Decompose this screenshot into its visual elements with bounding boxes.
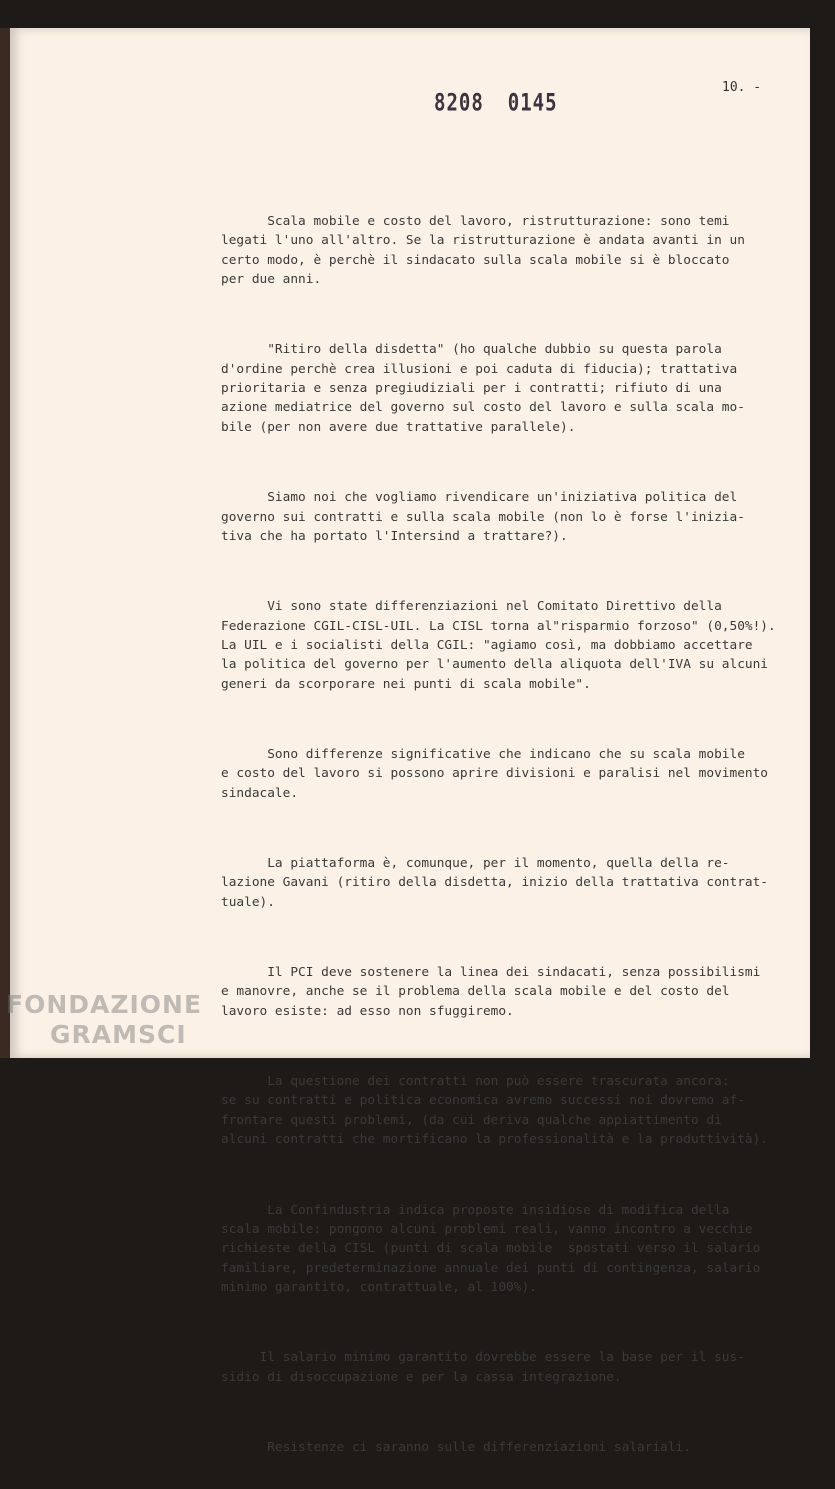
document-body [221, 173, 781, 1489]
paragraph: Siamo noi che vogliamo rivendicare un'iniziativa politica del governo sui contratti e sulla scala mobile (non lo è forse l'inizia- tiva che ha portato l'Intersind a trattare?). [221, 490, 745, 544]
book-binding [0, 28, 10, 1058]
paragraph: Il salario minimo garantito dovrebbe essere la base per il sus- sidio di disoccupazione e per la cassa integrazione. [221, 1350, 745, 1385]
watermark-line-2: GRAMSCI [50, 1020, 187, 1049]
archive-stamp [434, 89, 558, 117]
watermark-line-1: FONDAZIONE [6, 990, 203, 1019]
paragraph: La piattaforma è, comunque, per il momento, quella della re- lazione Gavani (ritiro della disdetta, inizio della trattativa contrat- tuale). [221, 856, 769, 910]
paragraph: La Confindustria indica proposte insidiose di modifica della scala mobile: pongono alcuni problemi reali, vanno incontro a vecchie richieste della CISL (punti di scala mobile spostati verso il salario familiare, predeterminazione annuale dei punti di contingenza, salario minimo garantito, contrattuale, al 100%). [221, 1202, 761, 1296]
page-number: 10. - [722, 80, 762, 95]
paragraph: "Ritiro della disdetta" (ho qualche dubbio su questa parola d'ordine perchè crea illusioni e poi caduta di fiducia); trattativa prioritaria e senza pregiudiziali per i contratti; rifiuto di una azione mediatrice del governo sul costo del lavoro e sulla scala mo- bile (per non avere due trattative parallele). [221, 342, 745, 435]
paragraph: La questione dei contratti non può essere trascurata ancora: se su contratti e politica economica avremo successi noi dovremo af- frontare questi problemi, (da cui deriva qualche appiattimento di alcuni contratti che mortificano la professionalità e la produttività). [221, 1074, 769, 1148]
paragraph: Il PCI deve sostenere la linea dei sindacati, senza possibilismi e manovre, anche se il problema della scala mobile e del costo del lavoro esiste: ad esso non sfuggiremo. [221, 965, 761, 1019]
stamp-code-1: 8208 [434, 89, 484, 117]
paragraph: Resistenze ci saranno sulle differenziazioni salariali. [221, 1439, 691, 1455]
paragraph: Vi sono state differenziazioni nel Comitato Direttivo della Federazione CGIL-CISL-UIL. La CISL torna al"risparmio forzoso" (0,50%!). La UIL e i socialisti della CGIL: "agiamo così, ma dobbiamo accettare la politica del governo per l'aumento della aliquota dell'IVA su alcuni generi da scorporare nei punti di scala mobile". [221, 599, 776, 692]
paragraph: Scala mobile e costo del lavoro, ristrutturazione: sono temi legati l'uno all'altro. Se la ristrutturazione è andata avanti in un certo modo, è perchè il sindacato sulla scala mobile si è bloccato per due anni. [221, 213, 745, 288]
stamp-code-2: 0145 [507, 89, 558, 117]
paragraph: Sono differenze significative che indicano che su scala mobile e costo del lavoro si possono aprire divisioni e paralisi nel movimento sindacale. [221, 746, 769, 801]
watermark-logo [6, 990, 202, 1050]
